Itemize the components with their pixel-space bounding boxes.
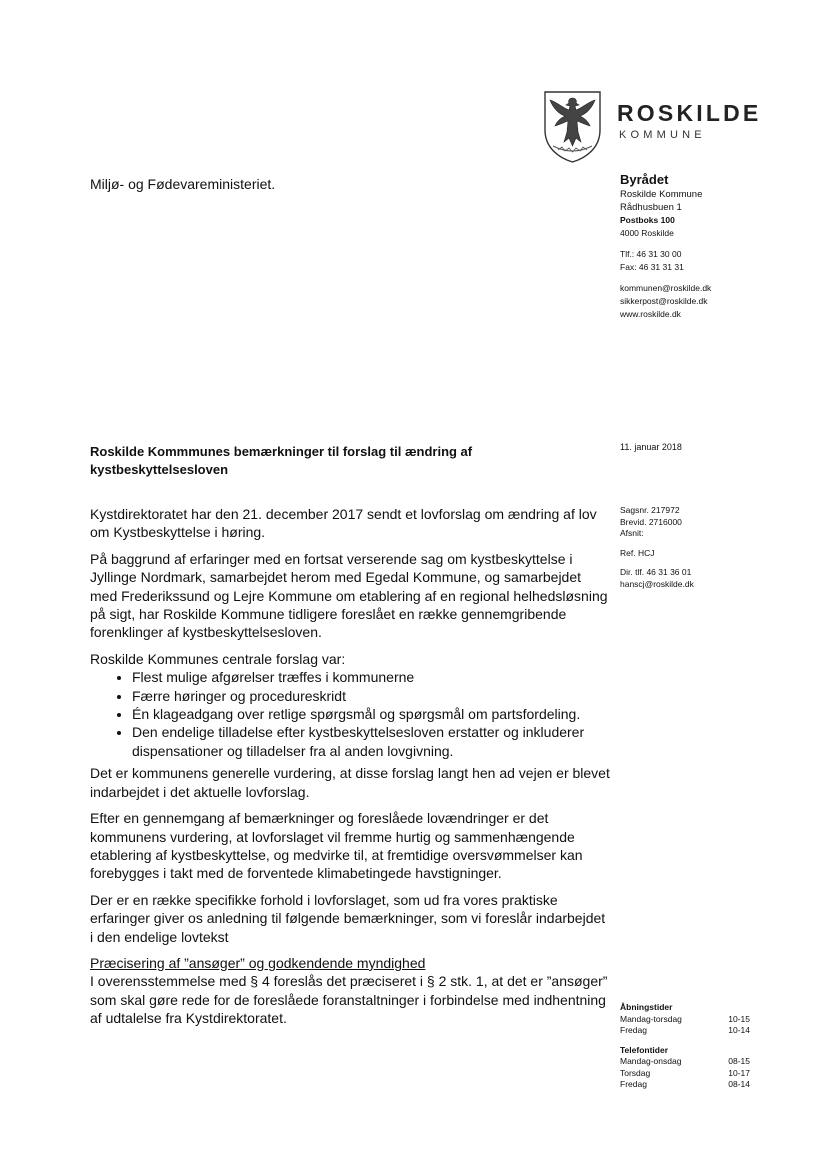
opening-hours-title: Åbningstider xyxy=(620,1002,673,1012)
sender-pobox: Postboks 100 xyxy=(620,215,675,225)
opening-hours xyxy=(620,1002,750,1091)
paragraph: Det er kommunens generelle vurdering, at disse forslag langt hen ad vejen er blevet indarbejdet i det aktuelle lovforslag. xyxy=(90,765,610,800)
roskilde-coat-of-arms-icon xyxy=(541,88,604,164)
sender-title: Byrådet xyxy=(620,172,669,187)
letter-date: 11. januar 2018 xyxy=(620,442,682,452)
hours-row: Torsdag 10-17 xyxy=(620,1067,750,1078)
phone-hours-title: Telefontider xyxy=(620,1044,669,1055)
department: Afsnit: xyxy=(620,528,644,538)
hours-row: Fredag 10-14 xyxy=(620,1025,750,1035)
direct-phone: Dir. tlf. 46 31 36 01 xyxy=(620,567,692,577)
letter-body xyxy=(90,505,610,1036)
paragraph: På baggrund af erfaringer med en fortsat verserende sag om kystbeskyttelse i Jyllinge Nordmark, samarbejdet herom med Egedal Kommune, og samarbejdet med Frederikssund og Lejre Kommune om etablering af en regional helhedsløsning på sigt, har Roskilde Kommune tidligere foreslået en række gennemgribende forenklinger af kystbeskyttelsesloven. xyxy=(90,550,608,641)
sender-website[interactable]: www.roskilde.dk xyxy=(620,309,681,319)
letter-subject: Roskilde Kommmunes bemærkninger til forslag til ændring af kystbeskyttelsesloven xyxy=(90,444,473,477)
paragraph: Efter en gennemgang af bemærkninger og foreslåede lovændringer er det kommunens vurdering, at lovforslaget vil fremme hurtig og sammenhængende etablering af kystbeskyttelse, og medvirke til, at fremtidige oversvømmelser kan forebygges i takt med de forventede klimabetingede havstigninger. xyxy=(90,810,583,882)
sender-email-2[interactable]: sikkerpost@roskilde.dk xyxy=(620,296,708,306)
sender-fax: Fax: 46 31 31 31 xyxy=(620,262,684,272)
case-number: Sagsnr. 217972 xyxy=(620,505,680,515)
list-item: • Færre høringer og procedureskridt xyxy=(132,687,610,705)
paragraph: I overensstemmelse med § 4 foreslås det præciseret i § 2 stk. 1, at det er ”ansøger” som skal gøre rede for de foreslåede foranstaltninger i forbindelse med indhentning af udtalelse fra Kystdirektoratet. xyxy=(90,973,608,1027)
list-item: • Den endelige tilladelse efter kystbeskyttelsesloven erstatter og inkluderer dispensationer og tilladelser fra al anden lovgivning. xyxy=(132,723,610,760)
list-item: • Flest mulige afgørelser træffes i kommunerne xyxy=(132,668,610,686)
sender-street: Rådhusbuen 1 xyxy=(620,202,682,213)
recipient: Miljø- og Fødevareministeriet. xyxy=(90,176,276,192)
case-email[interactable]: hanscj@roskilde.dk xyxy=(620,578,694,589)
paragraph: Roskilde Kommunes centrale forslag var: xyxy=(90,650,346,667)
case-info xyxy=(620,505,800,590)
proposal-list xyxy=(90,668,610,760)
sender-org: Roskilde Kommune xyxy=(620,189,703,200)
logo-wordmark: ROSKILDE xyxy=(617,100,762,126)
list-item: • Én klageadgang over retlige spørgsmål og spørgsmål om partsfordeling. xyxy=(132,705,610,723)
hours-row: Mandag-torsdag 10-15 xyxy=(620,1013,750,1024)
sender-block xyxy=(620,172,800,321)
hours-row: Mandag-onsdag 08-15 xyxy=(620,1056,750,1066)
section-heading: Præcisering af ”ansøger” og godkendende myndighed xyxy=(90,954,426,971)
logo-subtitle: KOMMUNE xyxy=(619,129,706,141)
paragraph: Der er en række specifikke forhold i lovforslaget, som ud fra vores praktiske erfaringer giver os anledning til følgende bemærkninger, som vi foreslår indarbejdet i den endelige lovtekst xyxy=(90,891,606,945)
letter-id: Brevid. 2716000 xyxy=(620,516,682,527)
sender-city: 4000 Roskilde xyxy=(620,228,674,238)
sender-email-1[interactable]: kommunen@roskilde.dk xyxy=(620,283,712,293)
hours-row: Fredag 08-14 xyxy=(620,1079,750,1089)
reference: Ref. HCJ xyxy=(620,547,655,558)
paragraph: Kystdirektoratet har den 21. december 2017 sendt et lovforslag om ændring af lov om Kystbeskyttelse i høring. xyxy=(90,506,597,541)
sender-phone: Tlf.: 46 31 30 00 xyxy=(620,249,682,259)
